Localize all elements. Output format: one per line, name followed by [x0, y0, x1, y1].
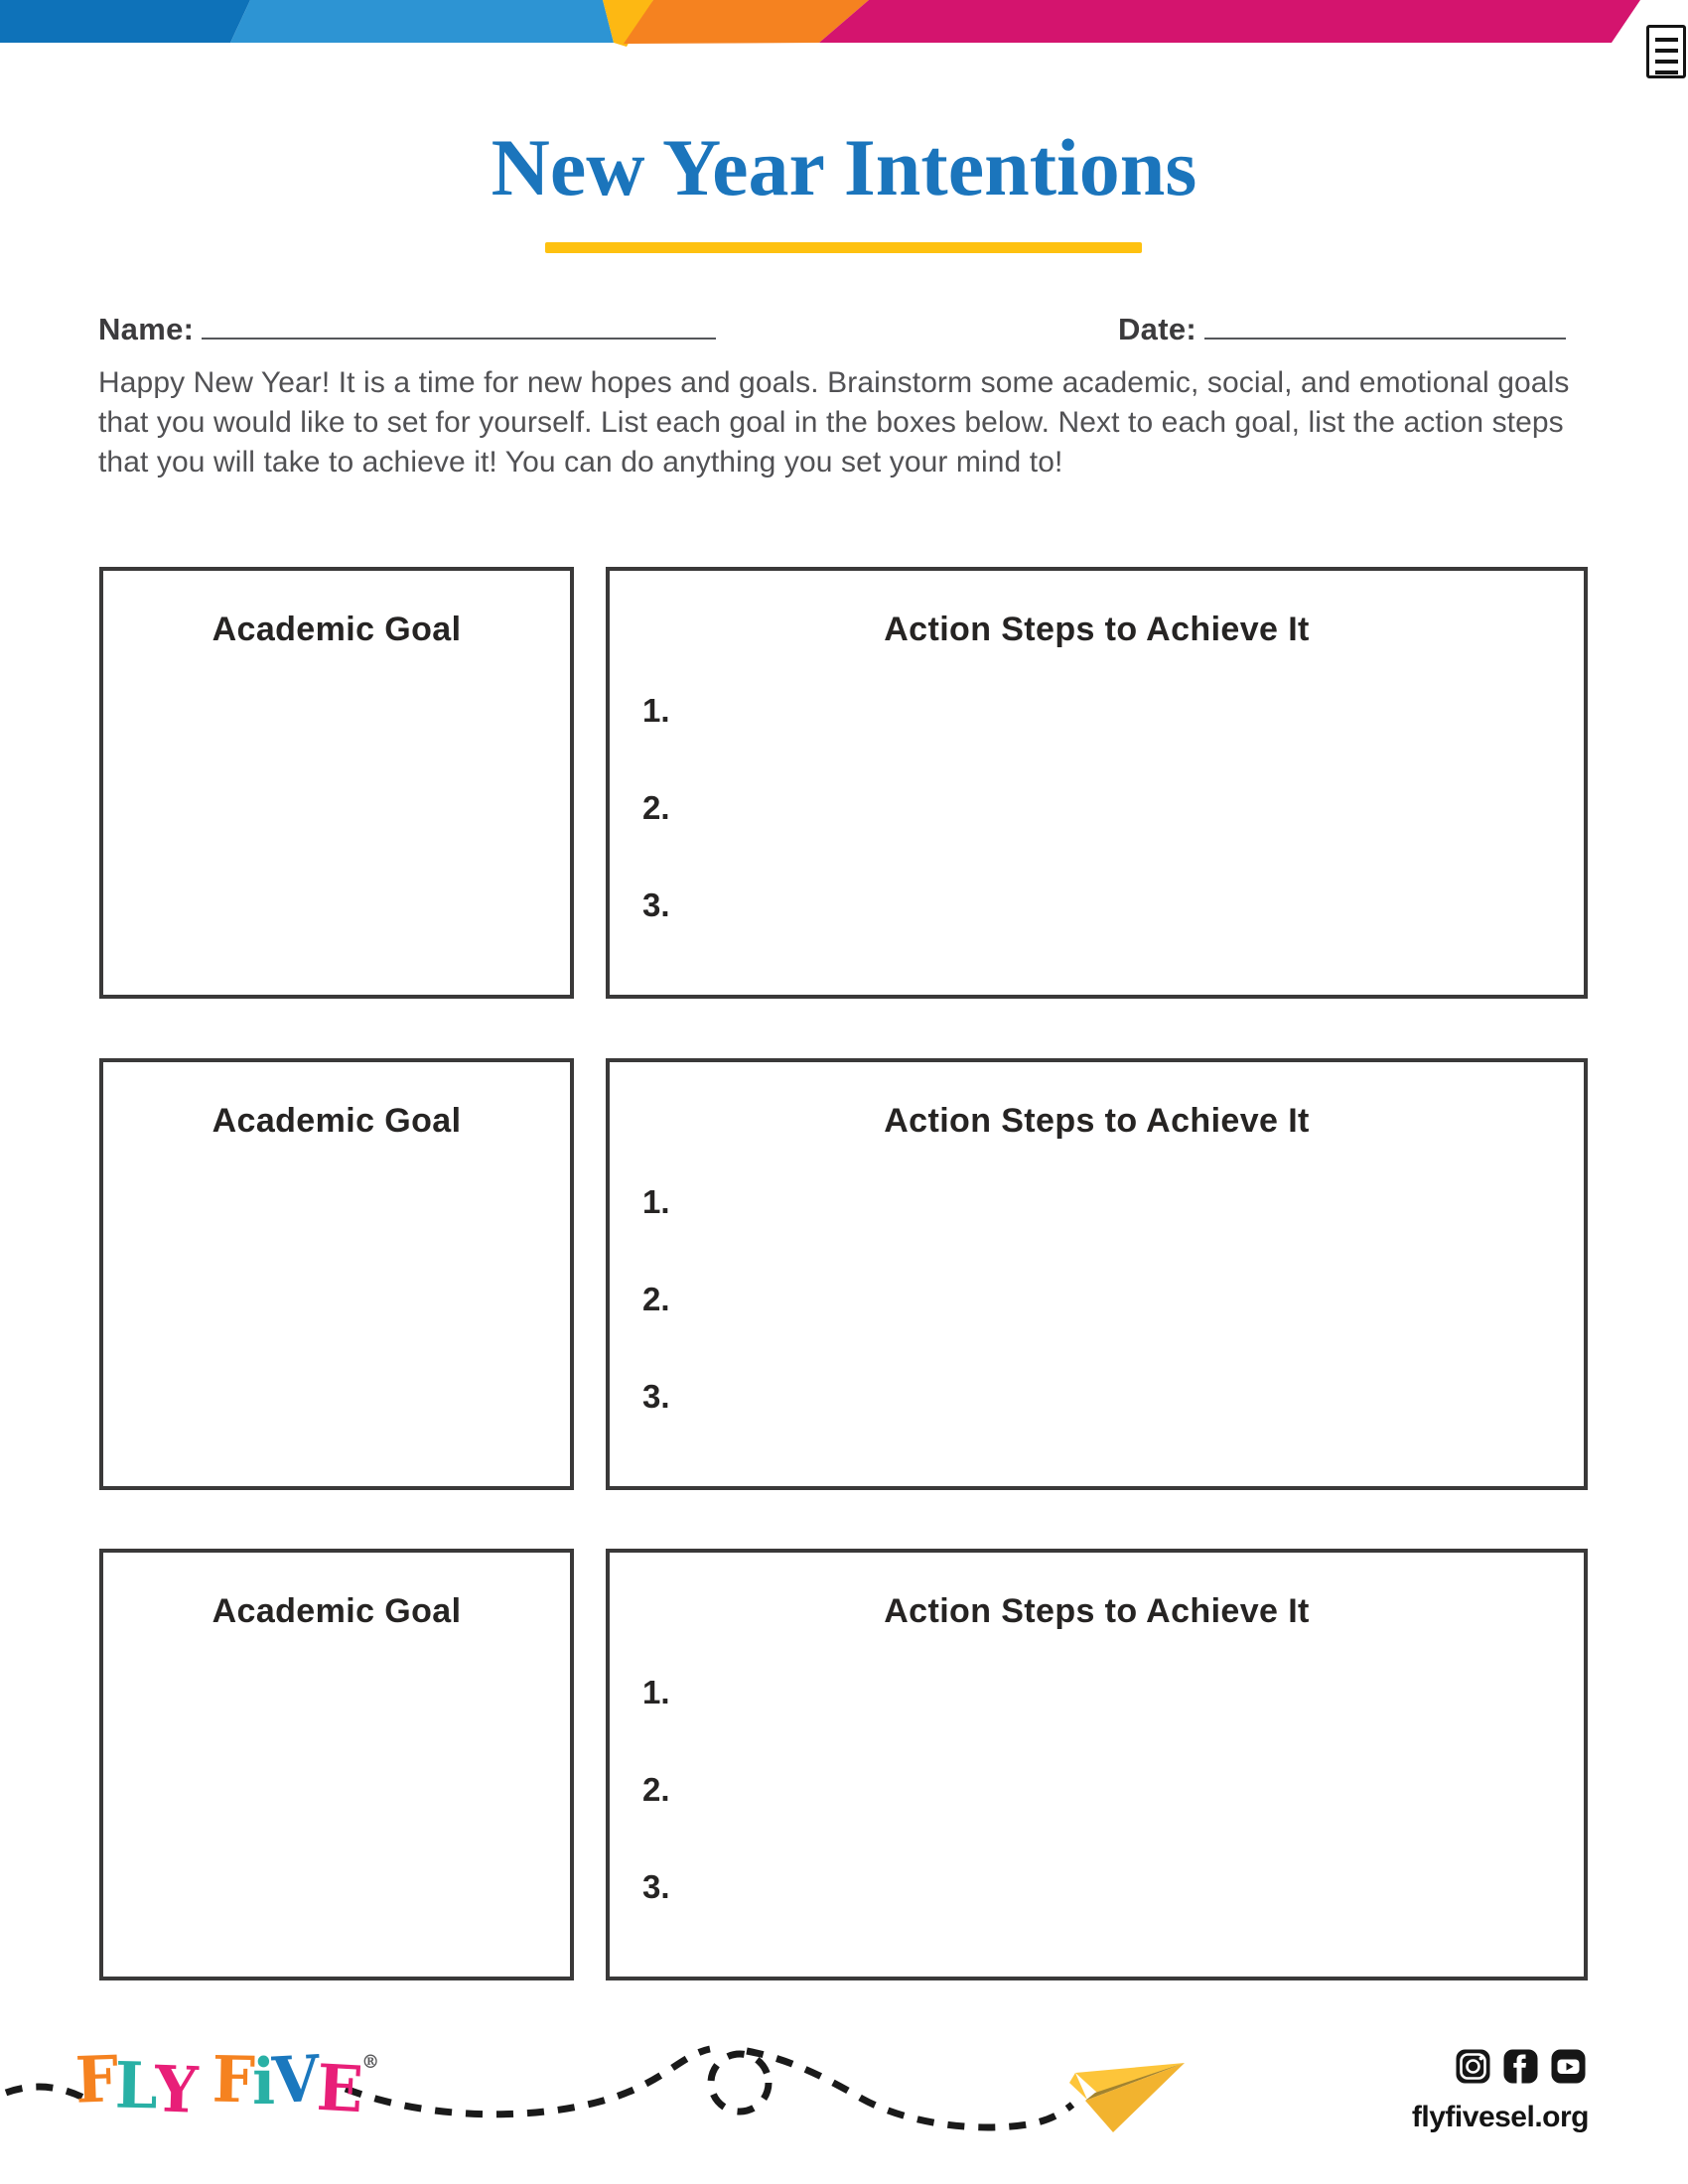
trail-dashes-left	[6, 2087, 83, 2098]
goal-box-1-title: Academic Goal	[211, 611, 462, 648]
step-number: 2.	[642, 1771, 670, 1808]
goal-box-3-title: Academic Goal	[211, 1592, 462, 1630]
facebook-icon[interactable]	[1502, 2048, 1539, 2085]
paper-airplane-icon	[1069, 2063, 1185, 2132]
goal-box-2-title: Academic Goal	[211, 1102, 462, 1140]
menu-icon-line	[1655, 38, 1678, 42]
logo-letter: L	[114, 2048, 156, 2124]
step-number: 1.	[642, 692, 670, 729]
goal-box-1	[99, 567, 574, 999]
goal-box-2	[99, 1058, 574, 1490]
date-fill-line	[1204, 310, 1566, 340]
menu-icon-line	[1655, 60, 1678, 64]
logo-letter: F	[211, 2042, 253, 2118]
step-number: 3.	[642, 1868, 670, 1905]
step-number: 1.	[642, 1674, 670, 1710]
menu-icon-line	[1655, 70, 1678, 74]
action-steps-box-2	[606, 1058, 1588, 1490]
goal-box-3	[99, 1549, 574, 1980]
step-number: 2.	[642, 1281, 670, 1317]
logo-letter: V	[270, 2041, 319, 2119]
fly-five-logo	[73, 2041, 380, 2128]
action-steps-box-3	[606, 1549, 1588, 1980]
date-field-group	[1118, 310, 1566, 347]
step-number: 2.	[642, 789, 670, 826]
youtube-icon[interactable]	[1550, 2048, 1587, 2085]
bar-segment-dark-blue	[0, 0, 250, 43]
instagram-icon[interactable]	[1455, 2048, 1491, 2085]
action-steps-box-3-title: Action Steps to Achieve It	[884, 1592, 1310, 1630]
date-label: Date:	[1118, 312, 1197, 346]
step-number: 3.	[642, 1378, 670, 1415]
header-color-bar	[0, 0, 1688, 48]
trail-loop	[711, 2054, 769, 2112]
trail-dashes-right	[747, 2051, 1072, 2127]
logo-letter: Y	[154, 2052, 198, 2128]
name-label: Name:	[98, 312, 195, 346]
social-icons	[1455, 2048, 1587, 2085]
menu-icon-line	[1655, 49, 1678, 53]
name-fill-line	[202, 310, 716, 340]
logo-letter: F	[73, 2042, 117, 2118]
action-steps-box-2-title: Action Steps to Achieve It	[884, 1102, 1310, 1140]
step-number: 1.	[642, 1183, 670, 1220]
step-number: 3.	[642, 887, 670, 923]
action-steps-box-1	[606, 567, 1588, 999]
menu-icon[interactable]	[1646, 25, 1686, 78]
logo-letter: i	[252, 2045, 273, 2119]
name-field-group	[98, 310, 716, 347]
action-steps-box-1-title: Action Steps to Achieve It	[884, 611, 1310, 648]
registered-trademark: ®	[361, 2051, 380, 2073]
title-underline	[545, 242, 1142, 253]
logo-letter: E	[314, 2050, 362, 2128]
trail-dashes-mid	[346, 2049, 710, 2115]
page-title: New Year Intentions	[491, 122, 1197, 212]
bar-segment-magenta	[819, 0, 1640, 43]
website-link[interactable]: flyfivesel.org	[1411, 2101, 1589, 2133]
intro-paragraph: Happy New Year! It is a time for new hopes and goals. Brainstorm some academic, social, and emotional goals that you would like to set for yourself. List each goal in the boxes below. Next to each goal, list the action steps that you will take to achieve it! You can do anything you set your mind to!	[98, 366, 1570, 478]
bar-segment-light-blue	[230, 0, 614, 43]
